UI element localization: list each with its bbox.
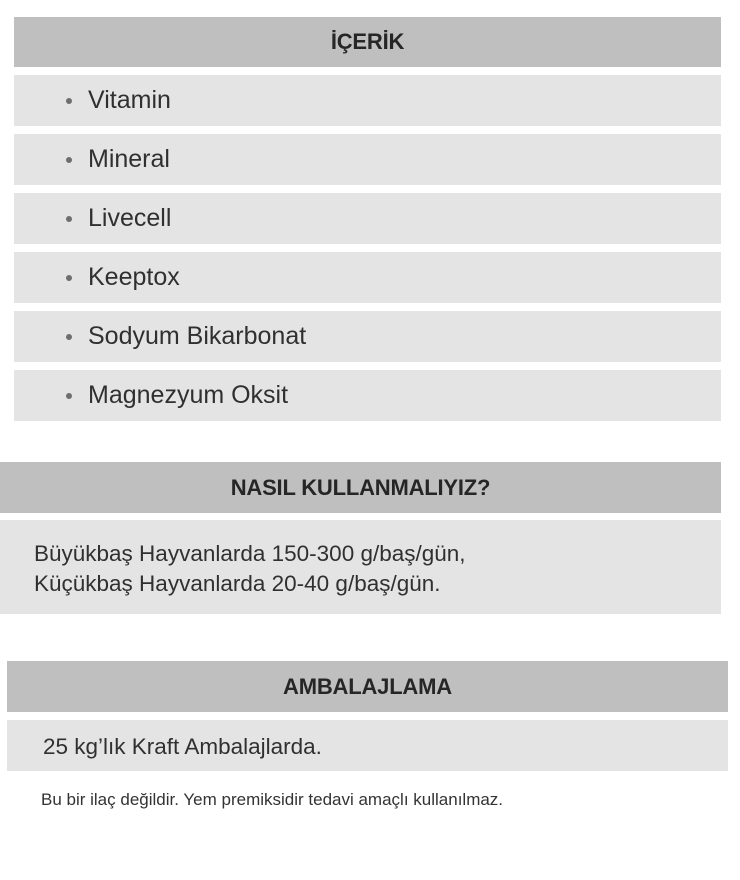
- bullet-icon: [66, 98, 72, 104]
- ingredient-label: Magnezyum Oksit: [88, 381, 289, 409]
- ingredient-label: Mineral: [88, 145, 170, 173]
- ingredient-item: [14, 134, 721, 185]
- ingredient-item: [14, 370, 721, 421]
- usage-line-1: Büyükbaş Hayvanlarda 150-300 g/baş/gün,: [34, 541, 466, 566]
- ingredient-label: Keeptox: [88, 263, 180, 291]
- bullet-icon: [66, 157, 72, 163]
- packaging-body: [7, 720, 728, 771]
- ingredient-item: [14, 252, 721, 303]
- usage-header: [0, 462, 721, 513]
- usage-title: NASIL KULLANMALIYIZ?: [230, 474, 491, 500]
- ingredient-item: [14, 75, 721, 126]
- bullet-icon: [66, 393, 72, 399]
- bullet-icon: [66, 334, 72, 340]
- packaging-text: 25 kg’lık Kraft Ambalajlarda.: [43, 734, 322, 759]
- ingredient-item: [14, 311, 721, 362]
- usage-line-2: Küçükbaş Hayvanlarda 20-40 g/baş/gün.: [34, 571, 441, 596]
- ingredients-header: [14, 17, 721, 67]
- ingredient-label: Livecell: [88, 204, 172, 232]
- usage-body: [0, 520, 721, 614]
- bullet-icon: [66, 216, 72, 222]
- packaging-title: AMBALAJLAMA: [283, 673, 452, 699]
- ingredients-title: İÇERİK: [330, 29, 405, 54]
- disclaimer-text: Bu bir ilaç değildir. Yem premiksidir tedavi amaçlı kullanılmaz.: [41, 790, 504, 809]
- ingredient-item: [14, 193, 721, 244]
- bullet-icon: [66, 275, 72, 281]
- ingredient-label: Sodyum Bikarbonat: [88, 322, 307, 350]
- ingredient-label: Vitamin: [88, 86, 171, 114]
- packaging-header: [7, 661, 728, 712]
